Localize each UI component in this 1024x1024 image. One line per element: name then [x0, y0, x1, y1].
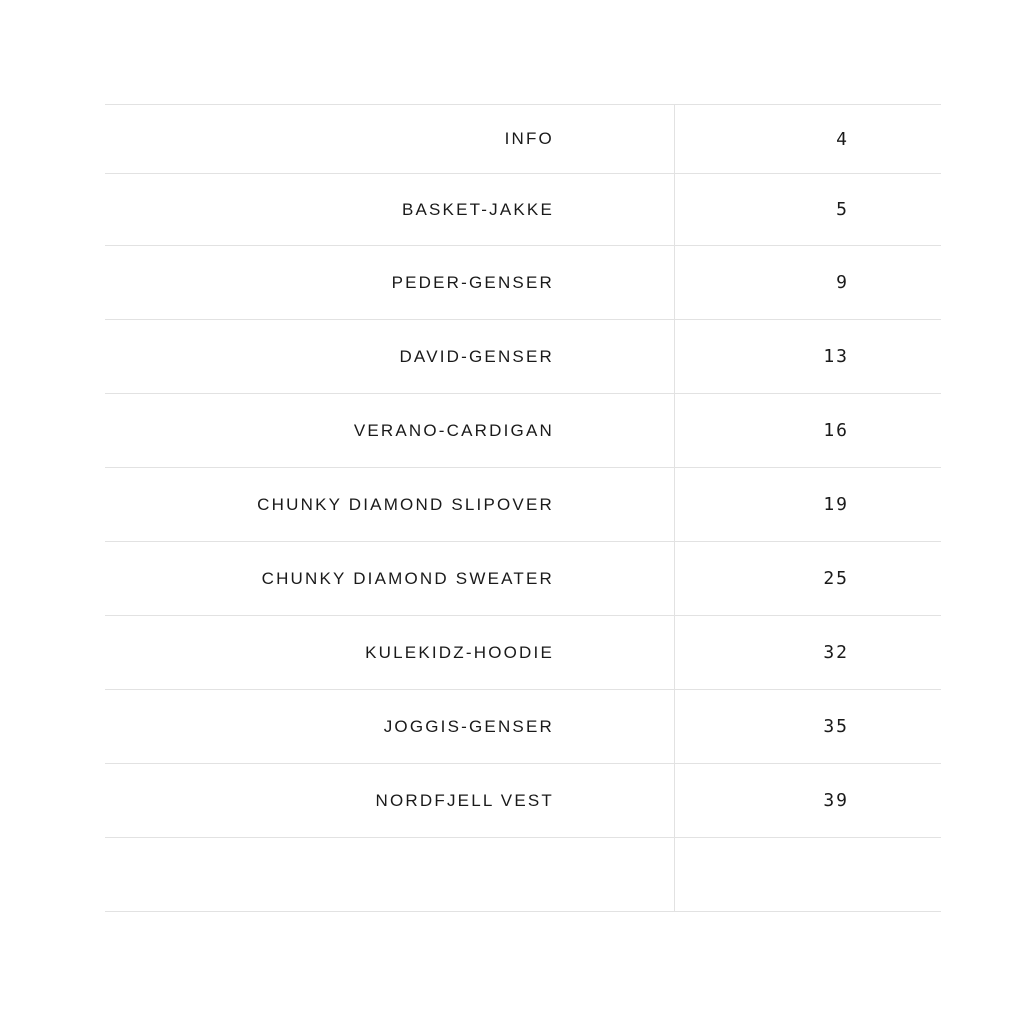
toc-page-cell — [675, 394, 941, 467]
toc-empty-cell — [675, 838, 941, 911]
toc-row[interactable] — [105, 320, 941, 394]
toc-page-cell — [675, 616, 941, 689]
toc-row[interactable] — [105, 542, 941, 616]
toc-row[interactable] — [105, 394, 941, 468]
toc-page-cell — [675, 468, 941, 541]
toc-page-cell — [675, 105, 941, 173]
toc-page-cell — [675, 690, 941, 763]
toc-page-cell — [675, 246, 941, 319]
toc-entry-page: 16 — [823, 420, 849, 441]
toc-row[interactable] — [105, 468, 941, 542]
toc-entry-page: 39 — [823, 790, 849, 811]
toc-entry-title: BASKET-JAKKE — [401, 199, 554, 219]
toc-entry-title: DAVID-GENSER — [399, 346, 554, 366]
toc-entry-page: 35 — [823, 716, 849, 737]
toc-title-cell — [105, 616, 675, 689]
toc-page-cell — [675, 320, 941, 393]
toc-row[interactable] — [105, 246, 941, 320]
toc-row[interactable] — [105, 690, 941, 764]
toc-entry-title: JOGGIS-GENSER — [383, 716, 554, 736]
toc-entry-page: 9 — [836, 272, 849, 293]
toc-entry-title: INFO — [504, 129, 554, 148]
toc-title-cell — [105, 105, 675, 173]
toc-entry-title: PEDER-GENSER — [391, 272, 554, 292]
toc-row[interactable] — [105, 764, 941, 838]
toc-entry-page: 32 — [823, 642, 849, 663]
toc-title-cell — [105, 764, 675, 837]
toc-entry-title: VERANO-CARDIGAN — [353, 420, 554, 440]
table-of-contents — [105, 104, 941, 912]
toc-entry-title: KULEKIDZ-HOODIE — [365, 642, 554, 662]
toc-entry-page: 19 — [823, 494, 849, 515]
toc-empty-row — [105, 838, 941, 912]
toc-entry-title: CHUNKY DIAMOND SLIPOVER — [257, 494, 554, 514]
toc-entry-title: CHUNKY DIAMOND SWEATER — [261, 568, 554, 588]
toc-title-cell — [105, 174, 675, 245]
toc-title-cell — [105, 246, 675, 319]
toc-title-cell — [105, 394, 675, 467]
toc-row[interactable] — [105, 616, 941, 690]
toc-row[interactable] — [105, 174, 941, 246]
toc-row[interactable] — [105, 105, 941, 174]
toc-title-cell — [105, 468, 675, 541]
toc-entry-page: 5 — [836, 199, 849, 220]
toc-title-cell — [105, 320, 675, 393]
toc-page-cell — [675, 764, 941, 837]
toc-entry-page: 4 — [836, 128, 849, 150]
toc-title-cell — [105, 690, 675, 763]
toc-page-cell — [675, 174, 941, 245]
toc-empty-cell — [105, 838, 675, 911]
toc-entry-page: 13 — [823, 346, 849, 367]
toc-title-cell — [105, 542, 675, 615]
toc-entry-page: 25 — [823, 568, 849, 589]
toc-page-cell — [675, 542, 941, 615]
toc-entry-title: NORDFJELL VEST — [375, 790, 554, 810]
